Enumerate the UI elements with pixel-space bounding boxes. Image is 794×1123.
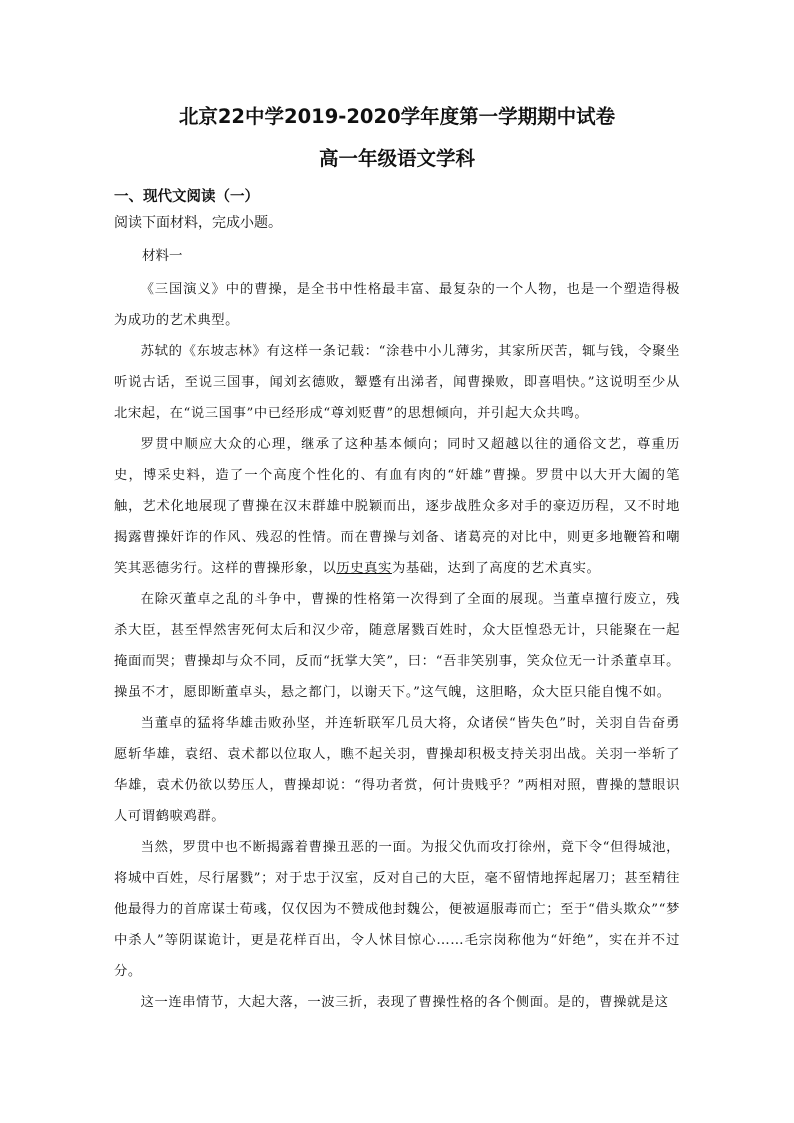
passage-body bbox=[114, 274, 680, 1018]
paragraph-3-text-before: 罗贯中顺应大众的心理，继承了这种基本倾向；同时又超越以往的通俗文艺，尊重历史，博采史料，造了一个高度个性化的、有血有肉的“奸雄”曹操。罗贯中以大开大阖的笔触，艺术化地展现了曹操在汉末群雄中脱颖而出，逐步战胜众多对手的豪迈历程，又不时地揭露曹操奸诈的作风、残忍的性情。而在曹操与刘备、诸葛亮的对比中，则更多地鞭笞和嘲笑其恶德劣行。这样的曹操形象，以 bbox=[114, 437, 680, 576]
material-label: 材料一 bbox=[142, 248, 183, 264]
passage-paragraph-3 bbox=[114, 429, 680, 584]
exam-subtitle: 高一年级语文学科 bbox=[318, 147, 475, 170]
reading-instruction: 阅读下面材料，完成小题。 bbox=[114, 215, 282, 231]
paragraph-3-text-after: 为基础，达到了高度的艺术真实。 bbox=[391, 561, 601, 576]
passage-paragraph-4: 在除灭董卓之乱的斗争中，曹操的性格第一次得到了全面的展现。当董卓擅行废立，残杀大臣，甚至悍然害死何太后和汉少帝，随意屠戮百姓时，众大臣惶恐无计，只能聚在一起掩面而哭；曹操却与众不同，反而“抚掌大笑”，曰：“吾非笑别事，笑众位无一计杀董卓耳。操虽不才，愿即断董卓头，悬之都门，以谢天下。”这气魄，这胆略，众大臣只能自愧不如。 bbox=[114, 592, 680, 700]
passage-paragraph-7: 这一连串情节，大起大落，一波三折，表现了曹操性格的各个侧面。是的，曹操就是这 bbox=[140, 995, 669, 1010]
underlined-term: 历史真实 bbox=[336, 561, 392, 576]
passage-paragraph-6: 当然，罗贯中也不断揭露着曹操丑恶的一面。为报父仇而攻打徐州，竟下令“但得城池，将城中百姓，尽行屠戮”；对于忠于汉室，反对自己的大臣，毫不留情地挥起屠刀；甚至精往他最得力的首席谋士荀彧，仅仅因为不赞成他封魏公，便被逼服毒而亡；至于“借头欺众”“梦中杀人”等阴谋诡计，更是花样百出，令人怵目惊心……毛宗岗称他为“奸绝”，实在并不过分。 bbox=[114, 840, 680, 979]
passage-paragraph-5: 当董卓的猛将华雄击败孙坚，并连斩联军几员大将，众诸侯“皆失色”时，关羽自告奋勇愿斩华雄，袁绍、袁术都以位取人，瞧不起关羽，曹操却积极支持关羽出战。关羽一举斩了华雄，袁术仍欲以势压人，曹操却说：“得功者赏，何计贵贱乎？”两相对照，曹操的慧眼识人可谓鹤唳鸡群。 bbox=[114, 716, 680, 824]
passage-paragraph-2: 苏轼的《东坡志林》有这样一条记载：“涂巷中小儿薄劣，其家所厌苦，辄与钱，令聚坐听说古话，至说三国事，闻刘玄德败，颦蹙有出涕者，闻曹操败，即喜唱快。”这说明至少从北宋起，在“说三国事”中已经形成“尊刘贬曹”的思想倾向，并引起大众共鸣。 bbox=[114, 344, 680, 421]
exam-title: 北京22中学2019-2020学年度第一学期期中试卷 bbox=[178, 105, 616, 128]
passage-paragraph-1: 《三国演义》中的曹操，是全书中性格最丰富、最复杂的一个人物，也是一个塑造得极为成功的艺术典型。 bbox=[114, 282, 680, 328]
section-heading: 一、现代文阅读（一） bbox=[114, 189, 259, 205]
